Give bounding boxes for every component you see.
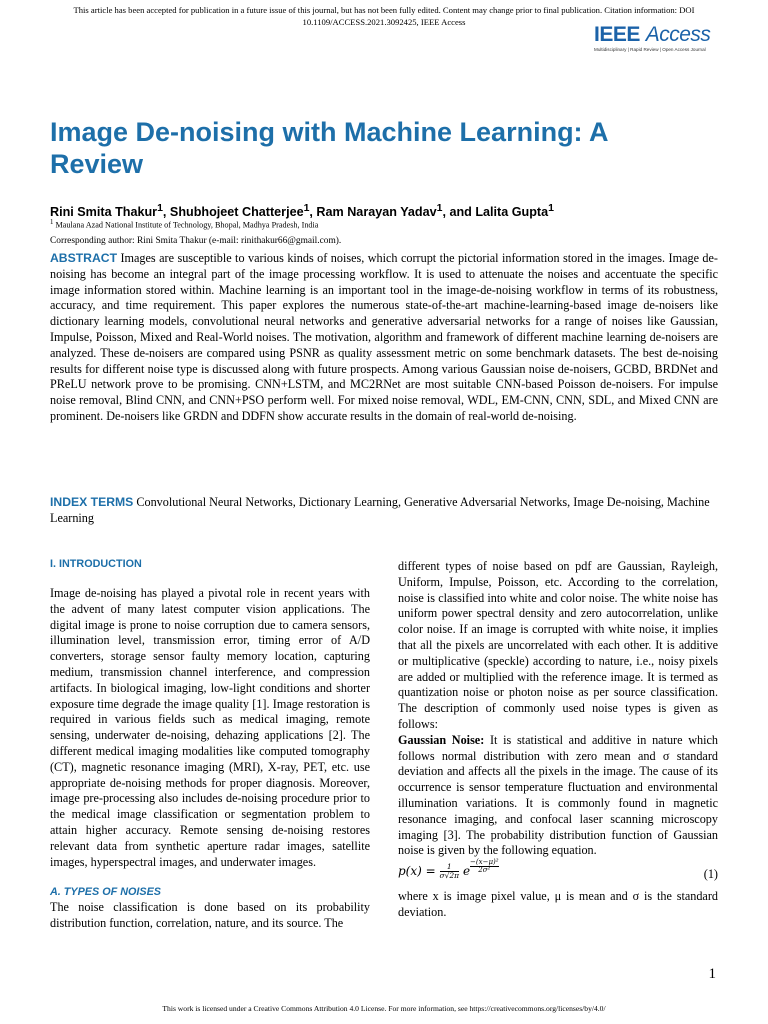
equation-fraction-numerator: 1: [440, 863, 460, 872]
author-name: Lalita Gupta: [475, 205, 549, 220]
author-affiliation-mark: 1: [548, 202, 554, 214]
equation-number: (1): [703, 867, 718, 882]
author-name: Shubhojeet Chatterjee: [169, 205, 304, 220]
logo-tagline: Multidisciplinary | Rapid Review | Open Access Journal: [594, 47, 706, 52]
where-paragraph: where x is image pixel value, μ is mean and σ is the standard deviation.: [398, 889, 718, 919]
ieee-access-logo: [594, 24, 724, 52]
page-number: 1: [708, 966, 716, 982]
author-separator: ,: [162, 205, 170, 220]
equation-expression: [398, 858, 499, 881]
equation-exponent-numerator: −(x−μ)²: [470, 858, 499, 867]
corresponding-author: Corresponding author: Rini Smita Thakur (e-mail: rinithakur66@gmail.com).: [50, 236, 342, 246]
gaussian-noise-text: It is statistical and additive in nature which follows normal distribution with zero mean and σ standard deviation and affects all the pixels in the image. The cause of its occurrence is sensor temperature fluctuation and environmental illumination variations. It is commonly found in magnetic resonance imaging, and confocal laser scanning microscopy imaging [3]. The probability distribution function of Gaussian noise is given by the following equation.: [398, 732, 718, 858]
equation-exponent: [470, 859, 499, 874]
author-separator: , and: [442, 205, 476, 220]
equation-lhs: p(x) =: [398, 864, 440, 879]
index-terms-label: INDEX TERMS: [50, 495, 134, 509]
types-of-noises-paragraph: The noise classification is done based on its probability distribution function, correlation, nature, and its source. The: [50, 900, 370, 931]
author-affiliation-mark: 1: [303, 202, 310, 214]
gaussian-noise-paragraph: [398, 733, 718, 859]
introduction-paragraph: Image de-noising has played a pivotal role in recent years with the advent of many latest computer vision applications. The digital image is prone to noise corruption due to camera sensors, illumination level, transmission error, timing error of A/D converters, storage sensor faulty memory location, capturing medium, transmission channel interference, and compression artifacts. In biological imaging, low-light conditions and shorter exposure time degrade the image quality [1]. Image restoration is required in various fields such as medical imaging, remote sensing, underwater de-noising, dehazing applications [2]. The different medical imaging modalities like computed tomography (CT), magnetic resonance imaging (MRI), X-ray, PET, etc. use appropriate de-noising methods for proper diagnosis. Moreover, image pre-processing also includes de-noising procedure prior to the medical image classification or segmentation problem to attain higher accuracy. Remote sensing de-noising restores relevant data from synthetic aperture radar images, satellite images, hyperspectral images, and underwater images.: [50, 586, 370, 869]
noise-types-paragraph: different types of noise based on pdf are Gaussian, Rayleigh, Uniform, Impulse, Poisson, etc. According to the correlation, noise is classified into white and color noise. The white noise has uniform power spectral density and zero autocorrelation, unlike color noise. If an image is corrupted with white noise, it implies that all the pixels are uncorrelated with each other. It is additive or multiplicative (speckle) according to nature, i.e., noisy pixels are added or multiplied with the reference image. It is termed as quantization noise or photon noise as per source classification. The description of commonly used noise types is given as follows:: [398, 559, 718, 731]
abstract: [50, 251, 718, 425]
author-affiliation-mark: 1: [436, 202, 443, 214]
abstract-text: Images are susceptible to various kinds of noises, which corrupt the pictorial information stored in the images. Image de-noising has become an integral part of the image processing workflow. It is used to attenuate the noises and accentuate the specific image information stored within. Machine learning is an important tool in the image-de-noising workflow in terms of its robustness, accuracy, and time requirement. This paper explores the numerous state-of-the-art machine-learning-based image de-noisers like dictionary learning models, convolutional neural networks and generative adversarial networks for a range of noises like Gaussian, Impulse, Poisson, Mixed and Real-World noises. The motivation, algorithm and framework of different machine learning de-noisers are analyzed. These de-noisers are compared using PSNR as quality assessment metric on some benchmark datasets. The best de-noising results for different noise type is discussed along with future prospects. Among various Gaussian noise de-noisers, GCBD, BRDNet and PReLU network prove to be promising. CNN+LSTM, and MC2RNet are most suitable CNN-based Poisson de-noisers. For impulse noise removal, Blind CNN, and CNN+PSO perform well. For mixed noise removal, WDL, EM-CNN, CNN, SDL, and Mixed CNN are prominent. De-noisers like GRDN and DDFN show accurate results in the domain of real-world de-noising.: [50, 251, 718, 423]
affiliation-mark: 1: [50, 219, 54, 226]
author-name: Ram Narayan Yadav: [316, 205, 437, 220]
logo-ieee-text: IEEE: [594, 23, 640, 46]
right-column: [398, 559, 718, 921]
index-terms: [50, 494, 718, 526]
notice-line-2: 10.1109/ACCESS.2021.3092425, IEEE Access: [302, 17, 466, 27]
section-heading-introduction: I. INTRODUCTION: [50, 558, 142, 570]
equation-fraction: [440, 863, 460, 880]
equation-exponent-denominator: 2σ²: [478, 866, 491, 875]
left-column: [50, 556, 370, 932]
paper-title: Image De-noising with Machine Learning: A Review: [50, 117, 608, 179]
logo-access-text: Access: [645, 23, 711, 46]
equation-base: e: [462, 864, 471, 879]
gaussian-noise-label: Gaussian Noise:: [398, 732, 485, 747]
equation-1: [398, 858, 718, 889]
affiliation-text: Maulana Azad National Institute of Technology, Bhopal, Madhya Pradesh, India: [55, 220, 319, 230]
equation-fraction-denominator: σ√2π: [439, 871, 460, 881]
author-separator: ,: [309, 205, 317, 220]
affiliation: [50, 217, 730, 232]
notice-line-1: This article has been accepted for publication in a future issue of this journal, but has not been fully edited. Content may change prior to final publication. Citation information: DOI: [73, 5, 695, 15]
author-affiliation-mark: 1: [157, 202, 163, 214]
index-terms-text: Convolutional Neural Networks, Dictionary Learning, Generative Adversarial Networks, Image De-noising, Machine Learning: [50, 495, 710, 525]
abstract-label: ABSTRACT: [50, 251, 118, 265]
author-name: Rini Smita Thakur: [50, 205, 158, 220]
subsection-heading-types-of-noises: A. TYPES OF NOISES: [50, 886, 161, 899]
license-notice: This work is licensed under a Creative Commons Attribution 4.0 License. For more information, see https://creativecommons.org/licenses/by/4.0/: [162, 1004, 606, 1013]
